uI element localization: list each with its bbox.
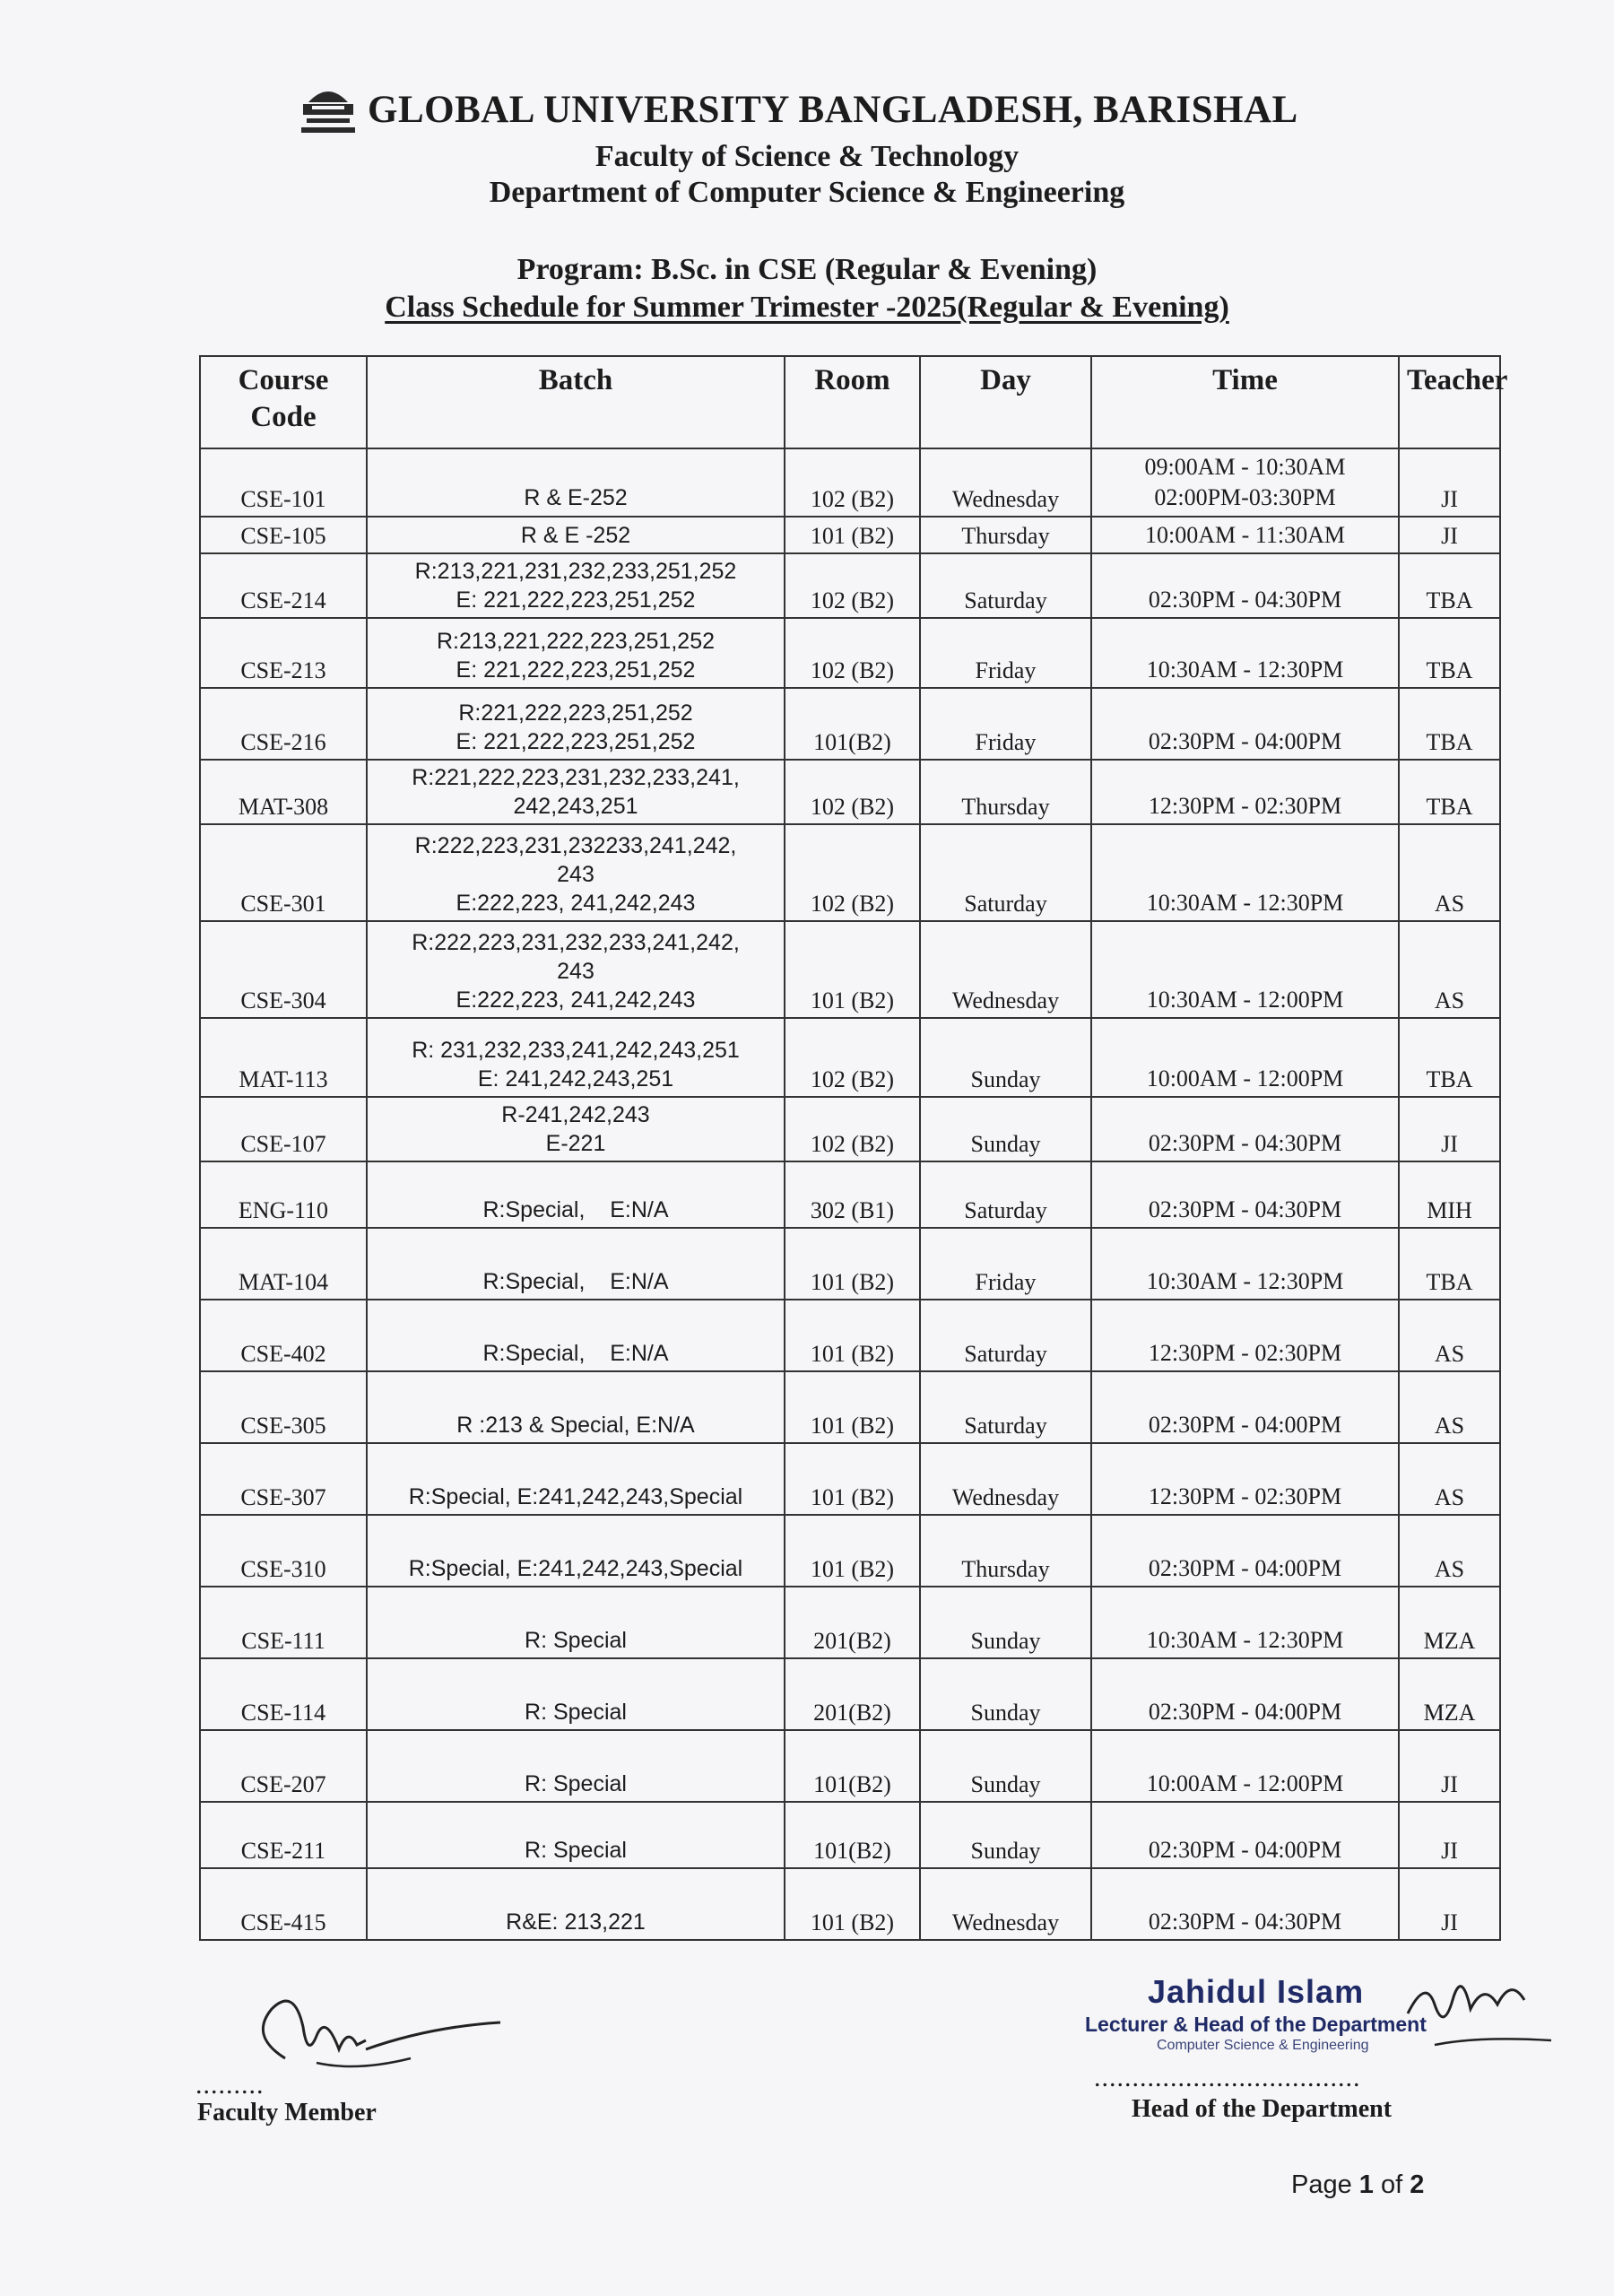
table-row — [200, 921, 1500, 1018]
time-slot: 10:30AM - 12:30PM — [1146, 889, 1344, 916]
time-slot: 12:30PM - 02:30PM — [1148, 1339, 1342, 1366]
batch-line: R & E -252 — [520, 522, 631, 548]
batch-line: R:222,223,231,232233,241,242, — [414, 833, 737, 859]
course-code-cell: CSE-101 — [200, 448, 367, 517]
batch-cell — [367, 1228, 785, 1300]
course-code-cell: CSE-305 — [200, 1371, 367, 1443]
table-row — [200, 517, 1500, 554]
room-cell: 101(B2) — [785, 1802, 920, 1868]
batch-cell — [367, 760, 785, 824]
batch-cell — [367, 1730, 785, 1802]
table-row — [200, 760, 1500, 824]
time-cell — [1091, 517, 1399, 554]
time-cell — [1091, 760, 1399, 824]
head-of-department-label: Head of the Department — [1132, 2095, 1393, 2123]
table-row — [200, 688, 1500, 760]
batch-line: E:222,223, 241,242,243 — [456, 890, 696, 916]
day-cell: Sunday — [920, 1018, 1091, 1097]
room-cell: 101 (B2) — [785, 1443, 920, 1515]
teacher-cell: AS — [1399, 1300, 1500, 1371]
batch-cell — [367, 618, 785, 688]
batch-cell — [367, 824, 785, 921]
room-cell: 101(B2) — [785, 688, 920, 760]
batch-line: R:221,222,223,231,232,233,241, — [412, 764, 740, 790]
teacher-cell: JI — [1399, 448, 1500, 517]
course-code-cell: CSE-214 — [200, 553, 367, 618]
table-row — [200, 1161, 1500, 1228]
time-cell — [1091, 1228, 1399, 1300]
day-cell: Sunday — [920, 1730, 1091, 1802]
col-header-room: Room — [785, 356, 920, 448]
room-cell: 101 (B2) — [785, 1371, 920, 1443]
batch-line: R :213 & Special, E:N/A — [456, 1412, 695, 1438]
batch-line: E-221 — [545, 1130, 606, 1156]
batch-line: R&E: 213,221 — [506, 1909, 646, 1935]
teacher-cell: AS — [1399, 1443, 1500, 1515]
batch-line: E:222,223, 241,242,243 — [456, 987, 696, 1013]
batch-line: R:Special, E:N/A — [482, 1196, 669, 1222]
university-title-row — [296, 72, 1327, 144]
teacher-cell: JI — [1399, 517, 1500, 554]
stamp-name: Jahidul Islam — [1148, 1973, 1365, 2010]
schedule-title: Class Schedule for Summer Trimester -2025(Regular & Evening) — [385, 291, 1229, 324]
time-slot: 10:30AM - 12:30PM — [1146, 1267, 1344, 1294]
time-slot: 02:30PM - 04:30PM — [1148, 1196, 1342, 1222]
day-cell: Saturday — [920, 1300, 1091, 1371]
day-cell: Sunday — [920, 1587, 1091, 1658]
course-code-cell: MAT-308 — [200, 760, 367, 824]
teacher-cell: AS — [1399, 921, 1500, 1018]
course-code-cell: CSE-402 — [200, 1300, 367, 1371]
time-cell — [1091, 921, 1399, 1018]
faculty-member-label: Faculty Member — [197, 2099, 377, 2126]
table-row — [200, 824, 1500, 921]
day-cell: Saturday — [920, 553, 1091, 618]
batch-line: R: 231,232,233,241,242,243,251 — [412, 1037, 740, 1063]
university-logo — [296, 72, 360, 144]
time-slot: 02:30PM - 04:30PM — [1148, 1129, 1342, 1156]
time-cell — [1091, 553, 1399, 618]
batch-cell — [367, 553, 785, 618]
batch-cell — [367, 1868, 785, 1940]
room-cell: 102 (B2) — [785, 1097, 920, 1161]
day-cell: Saturday — [920, 1371, 1091, 1443]
time-cell — [1091, 1300, 1399, 1371]
time-cell — [1091, 618, 1399, 688]
page-number: Page 1 of 2 — [1291, 2170, 1425, 2199]
room-cell: 102 (B2) — [785, 1018, 920, 1097]
batch-line: R: Special — [525, 1627, 627, 1653]
course-code-cell: CSE-107 — [200, 1097, 367, 1161]
teacher-cell: TBA — [1399, 553, 1500, 618]
batch-cell — [367, 1161, 785, 1228]
time-slot: 10:00AM - 12:00PM — [1146, 1065, 1344, 1091]
col-header-course-code: Course Code — [200, 356, 367, 448]
time-slot: 12:30PM - 02:30PM — [1148, 792, 1342, 819]
stamp-department: Computer Science & Engineering — [1157, 2038, 1369, 2053]
batch-line: R:Special, E:N/A — [482, 1340, 669, 1366]
room-cell: 201(B2) — [785, 1587, 920, 1658]
course-code-cell: CSE-211 — [200, 1802, 367, 1868]
course-code-cell: CSE-304 — [200, 921, 367, 1018]
batch-line: R:Special, E:241,242,243,Special — [408, 1555, 743, 1581]
stamp-title: Lecturer & Head of the Department — [1085, 2013, 1427, 2036]
batch-line: R:Special, E:241,242,243,Special — [408, 1483, 743, 1509]
batch-line: R & E-252 — [524, 484, 628, 510]
time-slot: 02:00PM-03:30PM — [1154, 483, 1336, 510]
course-code-cell: CSE-307 — [200, 1443, 367, 1515]
time-cell — [1091, 1018, 1399, 1097]
faculty-signature-line: ......... — [195, 2070, 265, 2100]
course-code-cell: CSE-310 — [200, 1515, 367, 1587]
col-header-teacher: Teacher — [1399, 356, 1500, 448]
batch-line: E: 241,242,243,251 — [477, 1065, 674, 1091]
time-slot: 02:30PM - 04:00PM — [1148, 1554, 1342, 1581]
batch-line: R:Special, E:N/A — [482, 1268, 669, 1294]
batch-line: 243 — [557, 958, 594, 984]
batch-cell — [367, 688, 785, 760]
table-row — [200, 1300, 1500, 1371]
time-cell — [1091, 1802, 1399, 1868]
course-code-cell: CSE-114 — [200, 1658, 367, 1730]
table-row — [200, 1730, 1500, 1802]
time-cell — [1091, 1097, 1399, 1161]
time-slot: 10:30AM - 12:00PM — [1146, 986, 1344, 1013]
course-code-cell: CSE-207 — [200, 1730, 367, 1802]
teacher-cell: TBA — [1399, 760, 1500, 824]
course-code-cell: CSE-213 — [200, 618, 367, 688]
day-cell: Sunday — [920, 1658, 1091, 1730]
head-signature-line: ................................... — [1094, 2063, 1361, 2092]
time-slot: 12:30PM - 02:30PM — [1148, 1483, 1342, 1509]
time-cell — [1091, 1443, 1399, 1515]
batch-line: E: 221,222,223,251,252 — [456, 728, 696, 754]
batch-cell — [367, 448, 785, 517]
day-cell: Wednesday — [920, 1868, 1091, 1940]
table-row — [200, 1018, 1500, 1097]
head-signature-mark — [1399, 1951, 1569, 2058]
day-cell: Saturday — [920, 824, 1091, 921]
time-cell — [1091, 1868, 1399, 1940]
time-slot: 02:30PM - 04:30PM — [1148, 1908, 1342, 1935]
teacher-cell: AS — [1399, 824, 1500, 921]
batch-cell — [367, 1097, 785, 1161]
table-body — [200, 448, 1500, 1940]
batch-line: R:222,223,231,232,233,241,242, — [412, 930, 740, 956]
batch-line: R:213,221,222,223,251,252 — [437, 628, 715, 654]
time-cell — [1091, 1587, 1399, 1658]
course-code-cell: CSE-105 — [200, 517, 367, 554]
room-cell: 102 (B2) — [785, 760, 920, 824]
teacher-cell: MZA — [1399, 1587, 1500, 1658]
room-cell: 102 (B2) — [785, 448, 920, 517]
batch-line: R:213,221,231,232,233,251,252 — [414, 558, 737, 584]
program-title: Program: B.Sc. in CSE (Regular & Evening) — [516, 253, 1098, 286]
teacher-cell: JI — [1399, 1868, 1500, 1940]
room-cell: 102 (B2) — [785, 553, 920, 618]
time-slot: 09:00AM - 10:30AM — [1144, 454, 1346, 480]
col-header-batch: Batch — [367, 356, 785, 448]
batch-line: 242,243,251 — [513, 793, 638, 819]
table-row — [200, 1228, 1500, 1300]
faculty-signature-block — [195, 1973, 518, 2126]
col-header-day: Day — [920, 356, 1091, 448]
teacher-cell: AS — [1399, 1371, 1500, 1443]
time-slot: 10:30AM - 12:30PM — [1146, 656, 1344, 683]
room-cell: 101 (B2) — [785, 1228, 920, 1300]
day-cell: Friday — [920, 688, 1091, 760]
course-code-cell: ENG-110 — [200, 1161, 367, 1228]
day-cell: Thursday — [920, 517, 1091, 554]
room-cell: 101(B2) — [785, 1730, 920, 1802]
room-cell: 101 (B2) — [785, 1515, 920, 1587]
time-cell — [1091, 1515, 1399, 1587]
day-cell: Wednesday — [920, 448, 1091, 517]
day-cell: Thursday — [920, 1515, 1091, 1587]
table-row — [200, 1515, 1500, 1587]
course-code-cell: CSE-415 — [200, 1868, 367, 1940]
table-row — [200, 1371, 1500, 1443]
time-cell — [1091, 824, 1399, 921]
batch-line: R: Special — [525, 1837, 627, 1863]
day-cell: Friday — [920, 1228, 1091, 1300]
table-row — [200, 1443, 1500, 1515]
teacher-cell: TBA — [1399, 1228, 1500, 1300]
time-cell — [1091, 688, 1399, 760]
teacher-cell: TBA — [1399, 618, 1500, 688]
batch-cell — [367, 1443, 785, 1515]
class-schedule-table — [199, 355, 1508, 1941]
day-cell: Friday — [920, 618, 1091, 688]
time-cell — [1091, 1658, 1399, 1730]
batch-cell — [367, 1515, 785, 1587]
batch-cell — [367, 1300, 785, 1371]
course-code-cell: CSE-111 — [200, 1587, 367, 1658]
batch-cell — [367, 1658, 785, 1730]
batch-line: E: 221,222,223,251,252 — [456, 657, 696, 683]
teacher-cell: TBA — [1399, 688, 1500, 760]
batch-line: R: Special — [525, 1699, 627, 1725]
room-cell: 101 (B2) — [785, 517, 920, 554]
day-cell: Thursday — [920, 760, 1091, 824]
batch-cell — [367, 517, 785, 554]
day-cell: Sunday — [920, 1802, 1091, 1868]
table-row — [200, 553, 1500, 618]
teacher-cell: JI — [1399, 1097, 1500, 1161]
teacher-cell: TBA — [1399, 1018, 1500, 1097]
batch-line: E: 221,222,223,251,252 — [456, 587, 696, 613]
room-cell: 101 (B2) — [785, 1300, 920, 1371]
day-cell: Wednesday — [920, 1443, 1091, 1515]
batch-cell — [367, 1018, 785, 1097]
room-cell: 101 (B2) — [785, 1868, 920, 1940]
table-row — [200, 1868, 1500, 1940]
teacher-cell: MZA — [1399, 1658, 1500, 1730]
time-slot: 10:30AM - 12:30PM — [1146, 1626, 1344, 1653]
batch-cell — [367, 1371, 785, 1443]
course-code-cell: CSE-216 — [200, 688, 367, 760]
batch-cell — [367, 1587, 785, 1658]
room-cell: 102 (B2) — [785, 824, 920, 921]
university-name: GLOBAL UNIVERSITY BANGLADESH, BARISHAL — [368, 89, 1298, 131]
course-code-cell: MAT-104 — [200, 1228, 367, 1300]
table-row — [200, 618, 1500, 688]
time-cell — [1091, 1730, 1399, 1802]
table-row — [200, 1587, 1500, 1658]
col-header-time: Time — [1091, 356, 1399, 448]
table-row — [200, 1658, 1500, 1730]
time-cell — [1091, 1371, 1399, 1443]
department-name: Department of Computer Science & Engineering — [489, 176, 1125, 209]
batch-line: R-241,242,243 — [501, 1101, 650, 1127]
time-slot: 10:00AM - 11:30AM — [1145, 521, 1345, 548]
day-cell: Wednesday — [920, 921, 1091, 1018]
room-cell: 302 (B1) — [785, 1161, 920, 1228]
teacher-cell: JI — [1399, 1802, 1500, 1868]
teacher-cell: MIH — [1399, 1161, 1500, 1228]
teacher-cell: AS — [1399, 1515, 1500, 1587]
room-cell: 201(B2) — [785, 1658, 920, 1730]
time-cell — [1091, 448, 1399, 517]
teacher-cell: JI — [1399, 1730, 1500, 1802]
faculty-signature-mark — [231, 1973, 518, 2090]
table-row — [200, 1802, 1500, 1868]
batch-line: R: Special — [525, 1770, 627, 1796]
batch-line: 243 — [557, 861, 594, 887]
time-slot: 02:30PM - 04:00PM — [1148, 727, 1342, 754]
time-cell — [1091, 1161, 1399, 1228]
table-row — [200, 448, 1500, 517]
day-cell: Saturday — [920, 1161, 1091, 1228]
table-row — [200, 1097, 1500, 1161]
room-cell: 101 (B2) — [785, 921, 920, 1018]
faculty-name: Faculty of Science & Technology — [594, 140, 1020, 173]
time-slot: 02:30PM - 04:00PM — [1148, 1698, 1342, 1725]
course-code-cell: CSE-301 — [200, 824, 367, 921]
time-slot: 10:00AM - 12:00PM — [1146, 1770, 1344, 1796]
head-signature-block — [1094, 2063, 1560, 2144]
day-cell: Sunday — [920, 1097, 1091, 1161]
batch-cell — [367, 1802, 785, 1868]
time-slot: 02:30PM - 04:30PM — [1148, 586, 1342, 613]
batch-line: R:221,222,223,251,252 — [458, 700, 693, 726]
batch-cell — [367, 921, 785, 1018]
course-code-cell: MAT-113 — [200, 1018, 367, 1097]
room-cell: 102 (B2) — [785, 618, 920, 688]
time-slot: 02:30PM - 04:00PM — [1148, 1411, 1342, 1438]
table-header-row — [200, 356, 1500, 448]
time-slot: 02:30PM - 04:00PM — [1148, 1836, 1342, 1863]
